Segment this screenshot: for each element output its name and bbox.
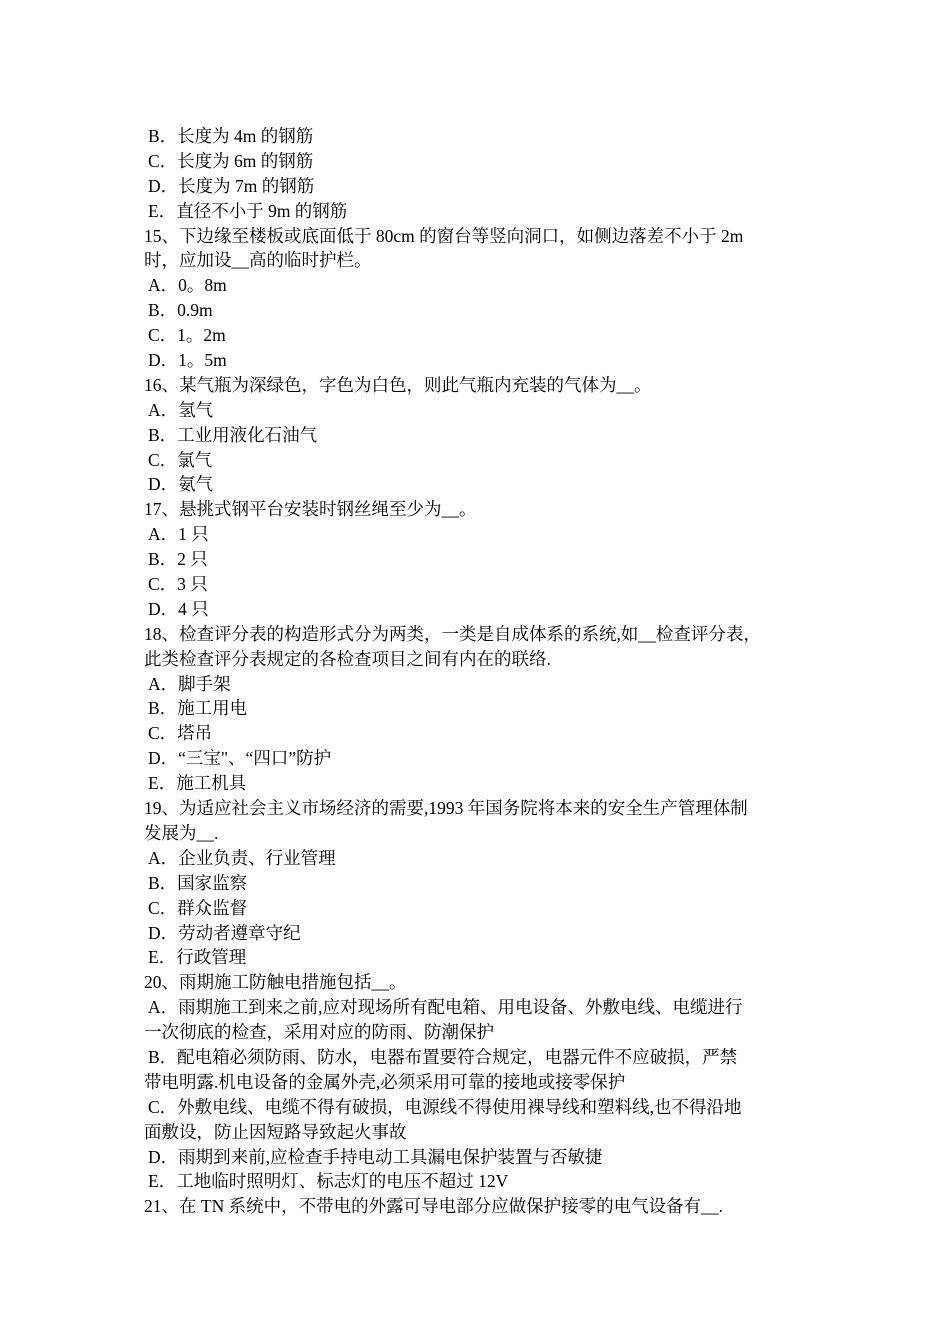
question-text-line: 发展为__.: [144, 822, 219, 843]
question-text-line: 16、某气瓶为深绿色，字色为白色，则此气瓶内充装的气体为__。: [144, 374, 652, 395]
answer-option-line: C．氯气: [148, 449, 213, 470]
answer-option-line: B．国家监察: [148, 872, 248, 893]
question-text-line: 17、悬挑式钢平台安装时钢丝绳至少为__。: [144, 499, 477, 520]
answer-option-line: C．3 只: [148, 574, 208, 595]
answer-option-line: A．脚手架: [148, 673, 231, 694]
answer-option-line: D．1。5m: [148, 350, 227, 371]
answer-option-line: D．4 只: [148, 598, 209, 619]
answer-option-line: B．0.9m: [148, 300, 213, 321]
question-text-line: 时，应加设__高的临时护栏。: [144, 250, 372, 271]
question-text-line: 面敷设，防止因短路导致起火事故: [144, 1121, 407, 1142]
answer-option-line: E．施工机具: [148, 773, 247, 794]
answer-option-line: B．长度为 4m 的钢筋: [148, 126, 314, 146]
answer-option-line: E．直径不小于 9m 的钢筋: [148, 200, 348, 221]
answer-option-line: A．雨期施工到来之前,应对现场所有配电箱、用电设备、外敷电线、电缆进行: [148, 997, 743, 1018]
question-text-line: 此类检查评分表规定的各检查项目之间有内在的联络.: [144, 648, 551, 669]
answer-option-line: C．塔吊: [148, 723, 213, 744]
answer-option-line: B．2 只: [148, 549, 208, 570]
answer-option-line: C．1。2m: [148, 325, 226, 346]
answer-option-line: A．1 只: [148, 524, 209, 545]
answer-option-line: D．劳动者遵章守纪: [148, 922, 301, 943]
answer-option-line: B．配电箱必须防雨、防水，电器布置要符合规定，电器元件不应破损，严禁: [148, 1046, 738, 1067]
answer-option-line: A．氢气: [148, 399, 214, 420]
answer-option-line: D．氨气: [148, 474, 214, 495]
answer-option-line: D．“三宝"、“四口”防护: [148, 748, 332, 769]
question-text-line: 一次彻底的检查，采用对应的防雨、防潮保护: [144, 1022, 494, 1043]
answer-option-line: A．企业负责、行业管理: [148, 847, 336, 868]
answer-option-line: E．工地临时照明灯、标志灯的电压不超过 12V: [148, 1171, 509, 1192]
document-page: [144, 124, 824, 1219]
question-text-line: 15、下边缘至楼板或底面低于 80cm 的窗台等竖向洞口，如侧边落差不小于 2m: [144, 225, 744, 246]
answer-option-line: C．长度为 6m 的钢筋: [148, 150, 314, 171]
answer-option-line: C．外敷电线、电缆不得有破损，电源线不得使用裸导线和塑料线,也不得沿地: [148, 1096, 742, 1117]
answer-option-line: D．雨期到来前,应检查手持电动工具漏电保护装置与否敏捷: [148, 1146, 603, 1167]
question-text-line: 带电明露.机电设备的金属外壳,必须采用可靠的接地或接零保护: [144, 1071, 626, 1092]
question-text-line: 21、在 TN 系统中，不带电的外露可导电部分应做保护接零的电气设备有__.: [144, 1196, 723, 1217]
answer-option-line: E．行政管理: [148, 947, 247, 968]
question-text-line: 19、为适应社会主义市场经济的需要,1993 年国务院将本来的安全生产管理体制: [144, 798, 748, 819]
question-text-line: 20、雨期施工防触电措施包括__。: [144, 972, 407, 993]
answer-option-line: C．群众监督: [148, 897, 248, 918]
answer-option-line: A．0。8m: [148, 275, 227, 296]
answer-option-line: D．长度为 7m 的钢筋: [148, 175, 315, 196]
question-text-line: 18、检查评分表的构造形式分为两类，一类是自成体系的系统,如__检查评分表，: [144, 623, 761, 644]
answer-option-line: B．施工用电: [148, 698, 248, 719]
answer-option-line: B．工业用液化石油气: [148, 424, 318, 445]
